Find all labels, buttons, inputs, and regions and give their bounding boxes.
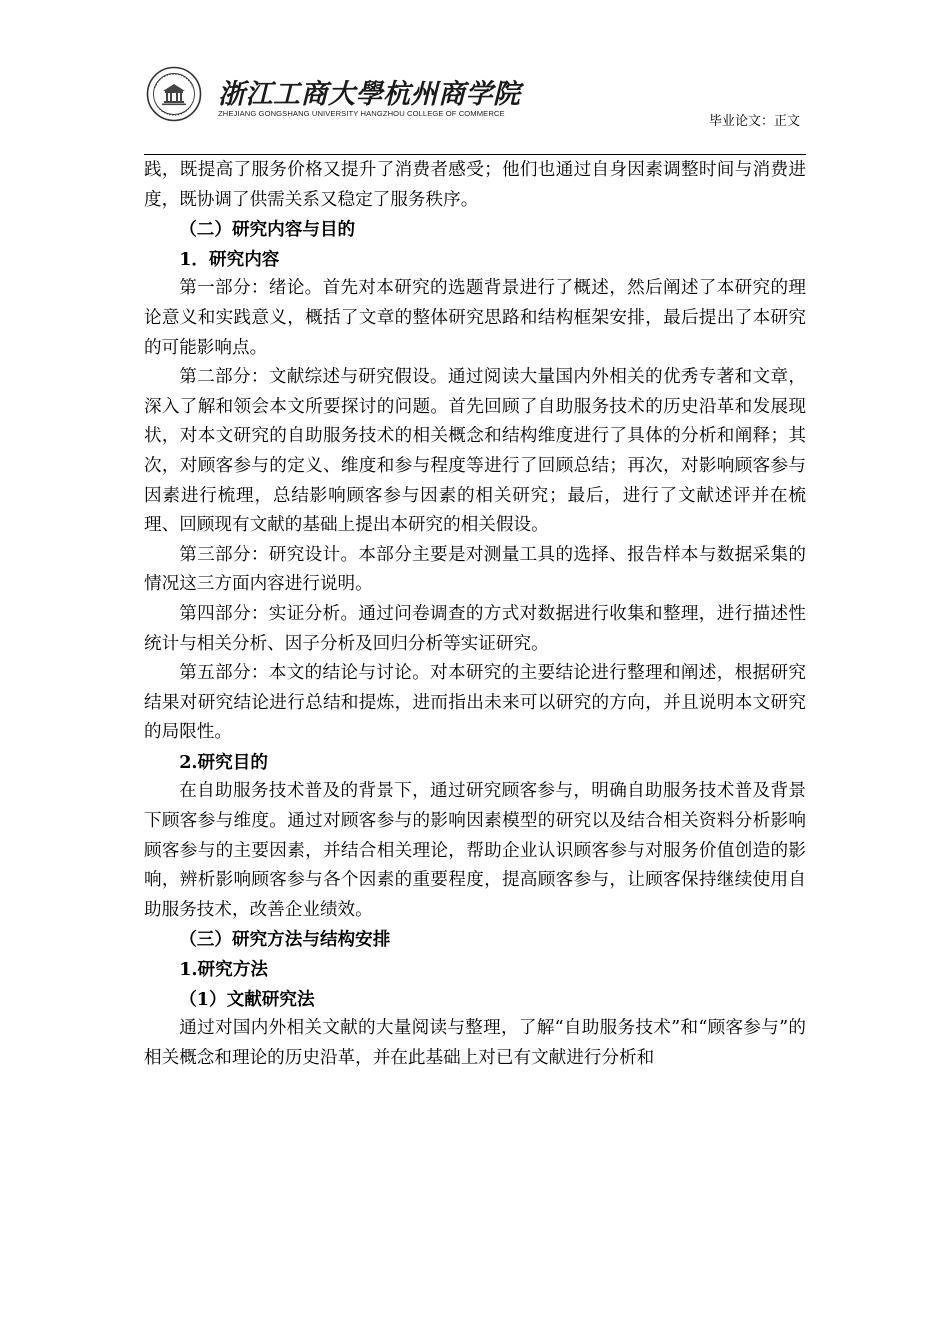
section-heading: （三）研究方法与结构安排 <box>179 929 391 951</box>
subsection-heading: 1．研究内容 <box>179 248 280 270</box>
subsection-heading: 2.研究目的 <box>179 751 268 773</box>
university-name-english: ZHEJIANG GONGSHANG UNIVERSITY HANGZHOU COLLEGE OF COMMERCE <box>218 109 505 118</box>
university-seal-logo <box>146 66 202 122</box>
paragraph: 第二部分：文献综述与研究假设。通过阅读大量国内外相关的优秀专著和文章，深入了解和领会本文所要探讨的问题。首先回顾了自助服务技术的历史沿革和发展现状，对本文研究的自助服务技术的相关概念和结构维度进行了具体的分析和阐释；其次，对顾客参与的定义、维度和参与程度等进行了回顾总结；再次，对影响顾客参与因素进行梳理，总结影响顾客参与因素的相关研究；最后，进行了文献述评并在梳理、回顾现有文献的基础上提出本研究的相关假设。 <box>144 367 806 536</box>
subsubsection-heading: （1）文献研究法 <box>179 988 315 1010</box>
page-header <box>144 62 806 155</box>
paragraph: 第四部分：实证分析。通过问卷调查的方式对数据进行收集和整理，进行描述性统计与相关分析、因子分析及回归分析等实证研究。 <box>144 603 806 654</box>
paragraph: 第一部分：绪论。首先对本研究的选题背景进行了概述，然后阐述了本研究的理论意义和实践意义，概括了文章的整体研究思路和结构框架安排，最后提出了本研究的可能影响点。 <box>144 278 806 358</box>
paragraph: 在自助服务技术普及的背景下，通过研究顾客参与，明确自助服务技术普及背景下顾客参与维度。通过对顾客参与的影响因素模型的研究以及结合相关资料分析影响顾客参与的主要因素，并结合相关理论，帮助企业认识顾客参与对服务价值创造的影响，辨析影响顾客参与各个因素的重要程度，提高顾客参与，让顾客保持继续使用自助服务技术，改善企业绩效。 <box>144 781 806 920</box>
paragraph: 通过对国内外相关文献的大量阅读与整理，了解“自助服务技术”和“顾客参与”的相关概念和理论的历史沿革，并在此基础上对已有文献进行分析和 <box>144 1018 806 1068</box>
paragraph: 践，既提高了服务价格又提升了消费者感受；他们也通过自身因素调整时间与消费进度，既协调了供需关系又稳定了服务秩序。 <box>144 160 806 210</box>
document-type-label: 毕业论文：正文 <box>708 114 800 129</box>
university-name-chinese: 浙江工商大學杭州商学院 <box>218 79 521 110</box>
thesis-body <box>144 156 806 1073</box>
paragraph: 第三部分：研究设计。本部分主要是对测量工具的选择、报告样本与数据采集的情况这三方面内容进行说明。 <box>144 544 806 595</box>
subsection-heading: 1.研究方法 <box>179 959 268 981</box>
section-heading: （二）研究内容与目的 <box>179 219 356 241</box>
paragraph: 第五部分：本文的结论与讨论。对本研究的主要结论进行整理和阐述，根据研究结果对研究结论进行总结和提炼，进而指出未来可以研究的方向，并且说明本文研究的局限性。 <box>144 663 806 743</box>
